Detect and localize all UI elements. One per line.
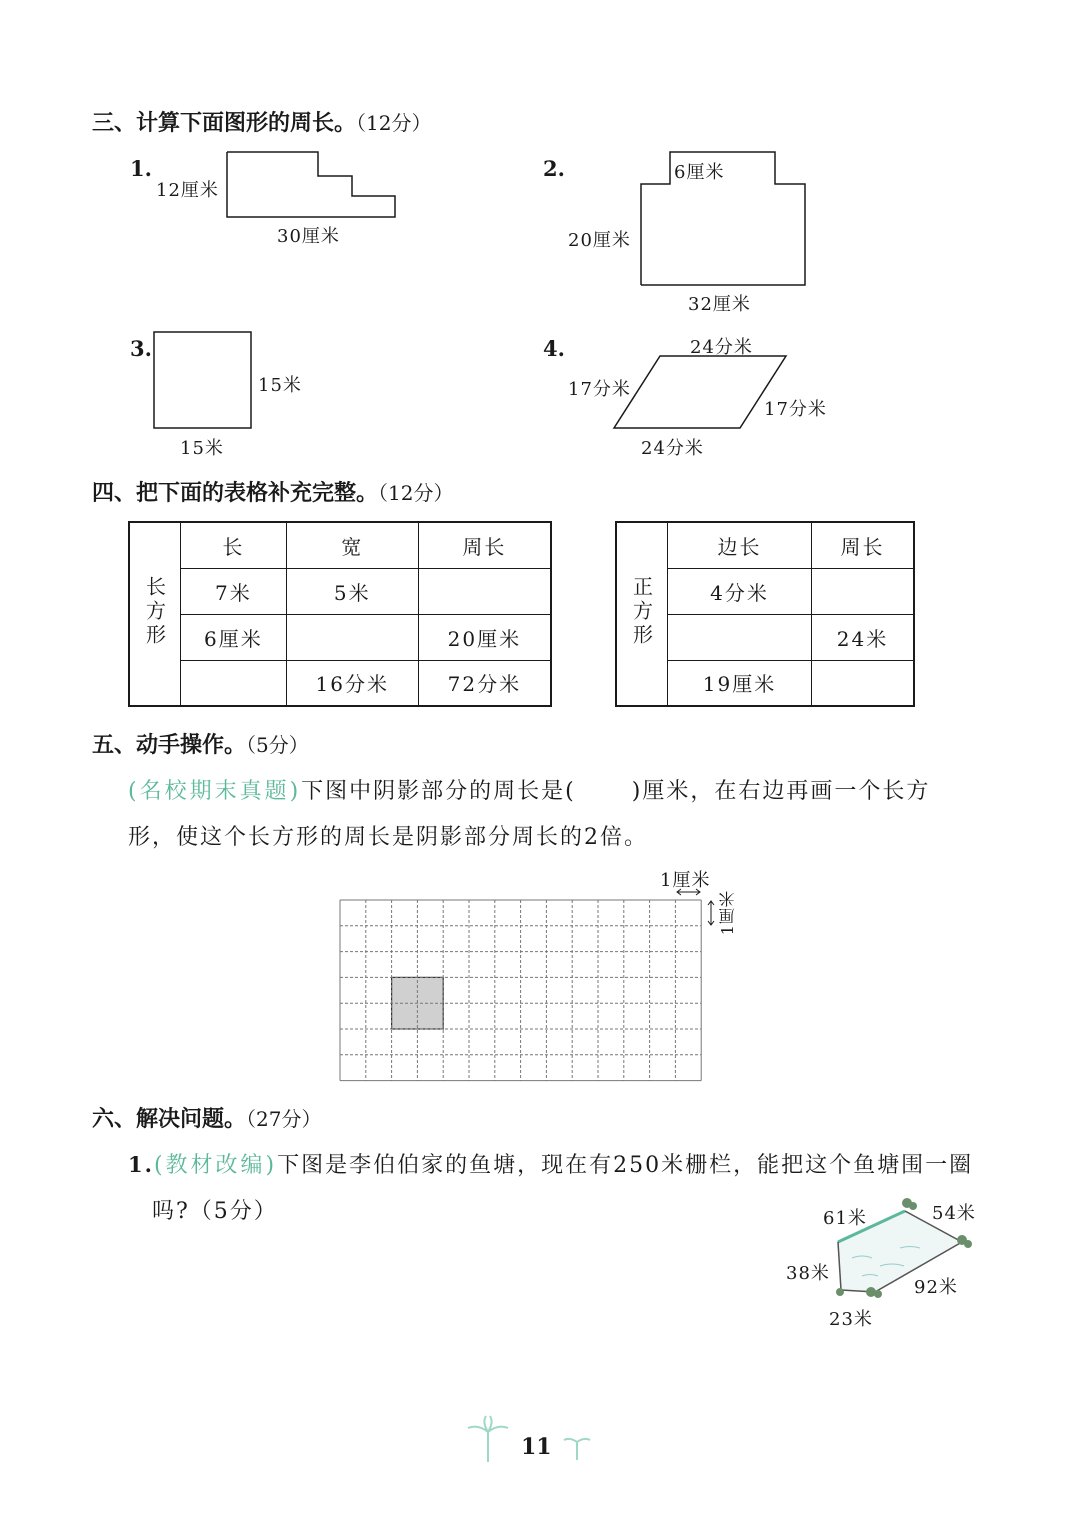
section5-line1-a: 下图中阴影部分的周长是(	[301, 779, 576, 804]
pond-label-top-left: 61米	[823, 1208, 867, 1229]
fig4-top-label: 24分米	[690, 337, 753, 358]
fig1-width-label: 30厘米	[277, 226, 340, 247]
rect-r3-perimeter: 72分米	[418, 660, 551, 706]
rect-r3-width: 16分米	[286, 660, 418, 706]
fig3-bottom-label: 15米	[180, 438, 224, 459]
fig3-number: 3.	[130, 336, 152, 361]
section3-title-text: 三、计算下面图形的周长。	[92, 111, 357, 136]
rect-r1-length: 7米	[181, 568, 287, 614]
rect-r2-perimeter: 20厘米	[418, 614, 551, 660]
q1-number: 1.	[128, 1152, 154, 1177]
pond-label-top-right: 54米	[932, 1203, 976, 1224]
fig4-right-label: 17分米	[764, 399, 827, 420]
q1-text1: 下图是李伯伯家的鱼塘，现在有250米栅栏，能把这个鱼塘围一圈	[277, 1153, 974, 1178]
section3-points: （12分）	[356, 111, 432, 135]
square-r3-side: 19厘米	[668, 660, 812, 706]
section6-points: （27分）	[246, 1107, 322, 1131]
square-header-perimeter: 周长	[812, 522, 914, 568]
pond-label-bottom: 23米	[829, 1309, 873, 1330]
section5-points: （5分）	[246, 733, 309, 757]
fig1-height-label: 12厘米	[156, 180, 219, 201]
page-number: 11	[521, 1434, 552, 1460]
section5-title-text: 五、动手操作。	[92, 733, 247, 758]
fig2-width-label: 32厘米	[688, 294, 751, 315]
q1-tag: (教材改编)	[153, 1153, 278, 1178]
rect-header-width: 宽	[286, 522, 418, 568]
q1-text2: 吗?（5分）	[152, 1199, 278, 1224]
square-r2-perimeter: 24米	[812, 614, 914, 660]
palm-tree-icon	[468, 1416, 508, 1462]
small-palm-icon	[564, 1439, 590, 1460]
fig1-number: 1.	[130, 156, 152, 181]
pond-label-right: 92米	[914, 1277, 958, 1298]
section5-tag: (名校期末真题)	[128, 779, 302, 804]
rect-r1-width: 5米	[286, 568, 418, 614]
fig4-left-label: 17分米	[568, 379, 631, 400]
fig4-number: 4.	[543, 336, 565, 361]
rect-header-length: 长	[181, 522, 287, 568]
fig4-bottom-label: 24分米	[641, 438, 704, 459]
fig2-number: 2.	[543, 156, 565, 181]
section4-title-text: 四、把下面的表格补充完整。	[92, 481, 379, 506]
rect-row-header: 长方形	[142, 575, 167, 648]
section6-title-text: 六、解决问题。	[92, 1107, 247, 1132]
unit-label-horizontal: 1厘米	[660, 870, 711, 891]
rect-header-perimeter: 周长	[418, 522, 551, 568]
fig3-side-label: 15米	[258, 375, 302, 396]
fig2-height-label: 20厘米	[568, 230, 631, 251]
square-r1-side: 4分米	[668, 568, 812, 614]
unit-label-vertical: 1厘米	[718, 890, 737, 936]
square-header-side: 边长	[668, 522, 812, 568]
square-row-header: 正方形	[629, 575, 654, 648]
rect-r2-length: 6厘米	[181, 614, 287, 660]
section4-points: （12分）	[378, 481, 454, 505]
pond-label-left: 38米	[786, 1263, 830, 1284]
fig2-top-label: 6厘米	[674, 162, 725, 183]
section5-line1-b: )厘米，在右边再画一个长方	[631, 779, 931, 804]
section5-line2: 形，使这个长方形的周长是阴影部分周长的2倍。	[128, 825, 648, 850]
